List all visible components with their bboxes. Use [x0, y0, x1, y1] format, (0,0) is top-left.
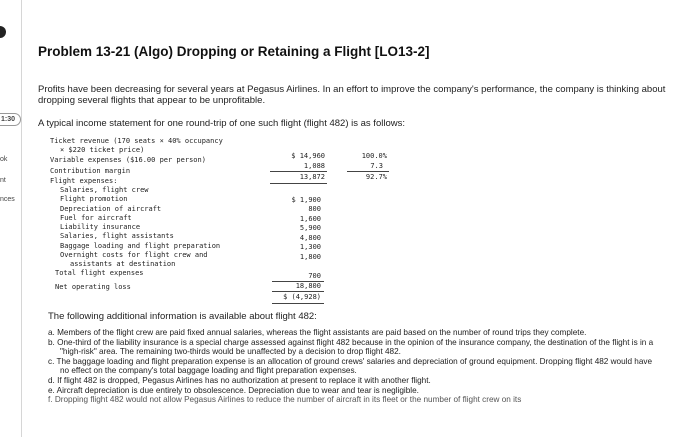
list-item: [48, 376, 658, 386]
notes-list: [48, 328, 658, 405]
rule-col1: [270, 171, 327, 172]
list-item: [48, 338, 658, 357]
lead-sentence: A typical income statement for one round-trip of one such flight (flight 482) is as follows:: [38, 118, 405, 129]
value-total-flight: 18,800: [295, 282, 321, 290]
value-liability: 4,800: [299, 234, 321, 242]
percent-contribution: 92.7%: [365, 173, 387, 181]
problem-title: Problem 13-21 (Algo) Dropping or Retaining a Flight [LO13-2]: [38, 44, 430, 59]
note-b: b. One-third of the liability insurance is a special charge assessed against flight 482 because in the opinion of the insurance company, the destination of the flight is in a "high-risk" area. The remaining two-thirds would be unaffected by a decision to drop flight 482.: [48, 337, 654, 357]
rule-col2-bottom: [272, 303, 324, 304]
value-depreciation: 1,600: [299, 215, 321, 223]
label-variable-expenses: Variable expenses ($16.00 per person): [50, 156, 206, 164]
list-item: [48, 328, 658, 338]
sidebar-tab-ok[interactable]: ok: [0, 156, 8, 163]
label-overnight-1: Overnight costs for flight crew and: [60, 251, 208, 259]
label-ticket-revenue-2: × $220 ticket price): [60, 146, 145, 154]
label-total-flight: Total flight expenses: [55, 269, 144, 277]
label-fuel: Fuel for aircraft: [60, 214, 132, 222]
label-contribution-margin: Contribution margin: [50, 167, 131, 175]
value-fuel: 5,900: [299, 224, 321, 232]
note-f: f. Dropping flight 482 would not allow Pegasus Airlines to reduce the number of aircraft in its fleet or the number of flight crew on its: [48, 395, 522, 405]
label-liability: Liability insurance: [60, 223, 141, 231]
label-ticket-revenue-1: Ticket revenue (170 seats × 40% occupancy: [50, 137, 223, 145]
value-contribution: 13,872: [299, 173, 325, 181]
label-salaries-crew: Salaries, flight crew: [60, 186, 149, 194]
percent-variable: 7.3: [370, 162, 383, 170]
label-overnight-2: assistants at destination: [70, 260, 176, 268]
note-e: e. Aircraft depreciation is due entirely to obsolescence. Depreciation due to wear and tear is negligible.: [48, 385, 419, 395]
label-flight-expenses: Flight expenses:: [50, 177, 118, 185]
label-net-loss: Net operating loss: [55, 283, 131, 291]
value-net-loss: $ (4,928): [283, 293, 321, 301]
label-salaries-assistants: Salaries, flight assistants: [60, 232, 174, 240]
sidebar-tab-references[interactable]: nces: [0, 196, 15, 203]
note-a: a. Members of the flight crew are paid fixed annual salaries, whereas the flight assistants are paid based on the number of round trips they complete.: [48, 328, 587, 337]
label-baggage: Baggage loading and flight preparation: [60, 242, 221, 250]
percent-revenue: 100.0%: [361, 152, 387, 160]
note-c: c. The baggage loading and flight preparation expense is an allocation of ground crews' salaries and depreciation of ground equipment. Dropping flight 482 would have no effect on the company's total baggage loading and flight preparation expenses.: [48, 356, 653, 376]
intro-paragraph: Profits have been decreasing for several years at Pegasus Airlines. In an effort to improve the company's performance, the company is thinking about dropping several flights that appear to be unprofitable.: [38, 84, 666, 106]
value-crew: $ 1,900: [291, 196, 321, 204]
list-item: [48, 395, 658, 405]
label-depreciation: Depreciation of aircraft: [60, 205, 162, 213]
note-d: d. If flight 482 is dropped, Pegasus Airlines has no authorization at present to replace it with another flight.: [48, 375, 431, 385]
list-item: [48, 386, 658, 396]
label-promotion: Flight promotion: [60, 195, 128, 203]
list-item: [48, 357, 658, 376]
value-overnight: 700: [308, 272, 321, 280]
rule-col2-mid: [272, 291, 324, 292]
rule-col1-under: [270, 183, 327, 184]
sidebar-divider: [21, 0, 22, 437]
value-promotion: 800: [308, 205, 321, 213]
left-sidebar: [0, 0, 22, 437]
value-variable: 1,088: [303, 162, 325, 170]
value-baggage: 1,800: [299, 253, 321, 261]
sidebar-tab-nt[interactable]: nt: [0, 177, 6, 184]
value-revenue: $ 14,960: [291, 152, 325, 160]
value-assistants: 1,300: [299, 243, 321, 251]
info-heading: The following additional information is available about flight 482:: [48, 311, 317, 322]
rule-col3: [347, 171, 389, 172]
timer-badge: 1:30: [0, 113, 21, 126]
